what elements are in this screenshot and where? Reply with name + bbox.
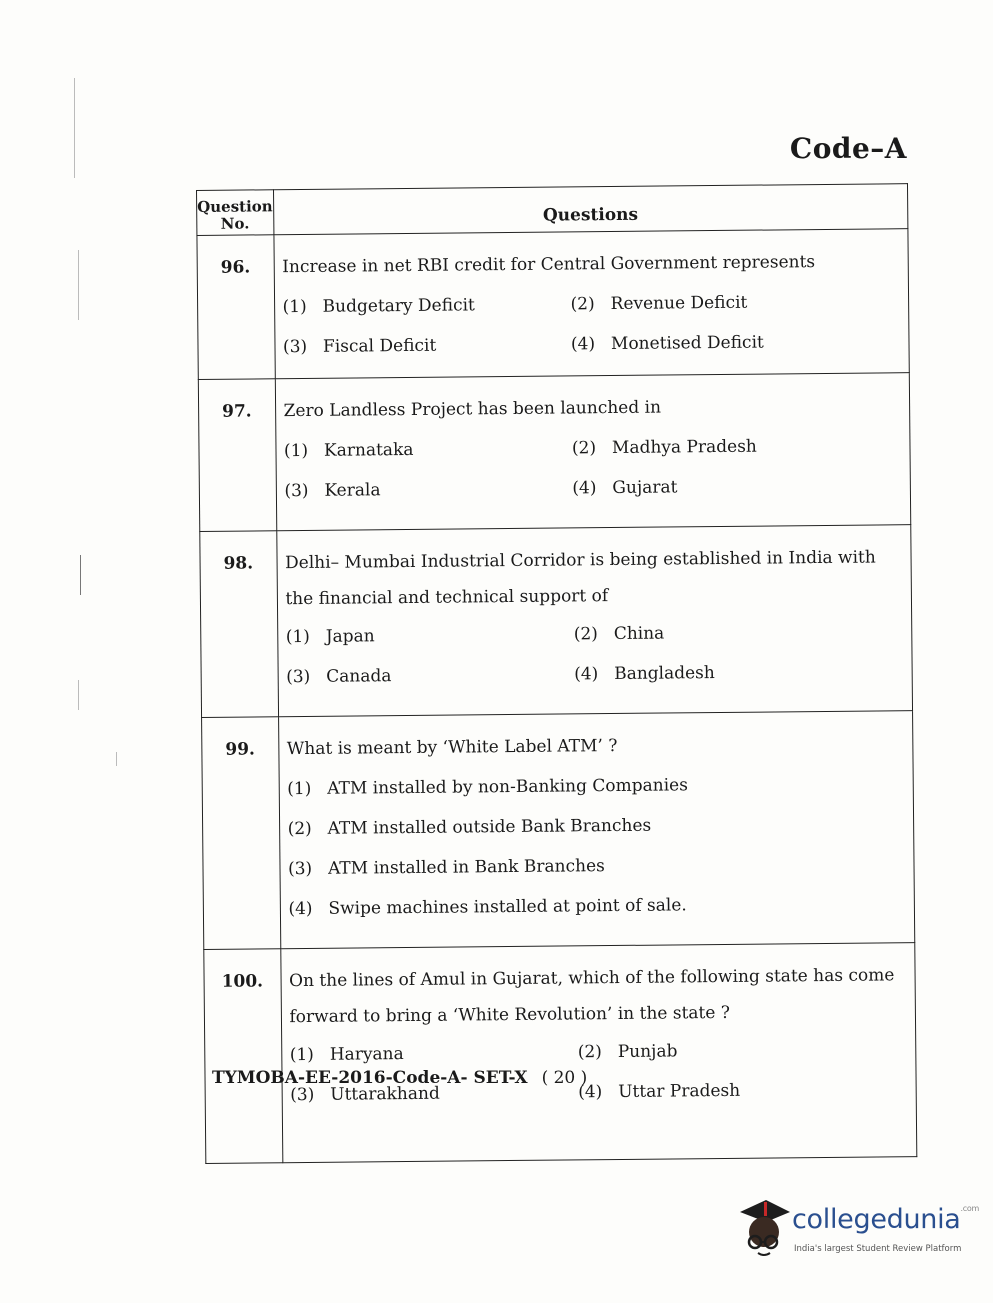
options-list	[287, 763, 906, 929]
question-row	[197, 229, 909, 380]
question-text: Increase in net RBI credit for Central Government represents	[282, 252, 816, 278]
option-1: (1) Japan	[285, 626, 375, 648]
scan-artifact	[74, 78, 75, 178]
option-2: (2) China	[573, 623, 665, 645]
page-footer	[212, 1068, 587, 1088]
question-text: Delhi– Mumbai Industrial Corridor is being established in India with the financial and technical support of	[284, 547, 876, 610]
brand-name: collegedunia$^{.com}$	[792, 1204, 979, 1235]
question-number: 96.	[197, 235, 275, 380]
question-text: What is meant by ‘White Label ATM’ ?	[286, 735, 618, 760]
option-4: (4) Swipe machines installed at point of sale.	[288, 895, 687, 920]
question-text: On the lines of Amul in Gujarat, which of the following state has come forward to bring a ‘White Revolution’ in the state ?	[289, 965, 895, 1028]
option-2: (2) ATM installed outside Bank Branches	[287, 815, 652, 840]
question-number: 97.	[198, 379, 276, 532]
brand-tagline: India's largest Student Review Platform	[794, 1244, 962, 1254]
question-row	[200, 525, 913, 718]
graduate-mascot-icon	[736, 1198, 792, 1258]
option-3: (3) Canada	[286, 666, 392, 688]
option-2: (2) Punjab	[577, 1041, 678, 1063]
footer-code: TYMOBA-EE-2016-Code-A- SET-X	[212, 1068, 528, 1088]
question-text: Zero Landless Project has been launched in	[283, 397, 662, 422]
question-number: 99.	[202, 717, 281, 950]
option-3: (3) Uttarakhand	[290, 1083, 440, 1106]
question-body	[273, 229, 909, 379]
page-number: ( 20 )	[541, 1068, 588, 1088]
question-row	[202, 711, 915, 950]
option-4: (4) Monetised Deficit	[570, 332, 764, 355]
options-grid	[286, 611, 904, 697]
question-number: 98.	[200, 531, 278, 718]
question-body	[278, 711, 915, 949]
column-header-question-no	[197, 190, 274, 236]
options-grid	[284, 425, 902, 511]
option-4: (4) Uttar Pradesh	[578, 1080, 741, 1103]
scan-artifact	[78, 250, 79, 320]
question-body	[280, 943, 917, 1163]
table-header-row	[197, 184, 908, 236]
scan-artifact	[80, 555, 81, 595]
option-2: (2) Revenue Deficit	[570, 292, 748, 315]
option-3: (3) ATM installed in Bank Branches	[287, 856, 605, 880]
options-grid	[282, 281, 900, 367]
column-header-line2: No.	[220, 214, 250, 233]
brand-watermark[interactable]	[736, 1198, 979, 1268]
option-1: (1) Haryana	[289, 1044, 404, 1066]
question-number: 100.	[204, 949, 283, 1164]
column-header-line1: Question	[197, 197, 273, 216]
option-1: (1) ATM installed by non-Banking Companies	[287, 775, 689, 800]
option-4: (4) Bangladesh	[574, 663, 715, 685]
column-header-questions: Questions	[273, 184, 908, 235]
question-table	[196, 183, 917, 1164]
option-1: (1) Budgetary Deficit	[282, 295, 475, 318]
scan-artifact	[78, 680, 79, 710]
code-title: Code–A	[789, 132, 907, 165]
question-row	[204, 943, 917, 1164]
option-1: (1) Karnataka	[283, 439, 414, 462]
option-2: (2) Madhya Pradesh	[571, 436, 757, 459]
question-body	[275, 373, 911, 531]
option-3: (3) Kerala	[284, 480, 381, 502]
option-4: (4) Gujarat	[572, 477, 678, 499]
question-body	[276, 525, 912, 717]
scan-artifact	[116, 752, 117, 766]
question-row	[198, 373, 910, 532]
option-3: (3) Fiscal Deficit	[282, 335, 437, 358]
